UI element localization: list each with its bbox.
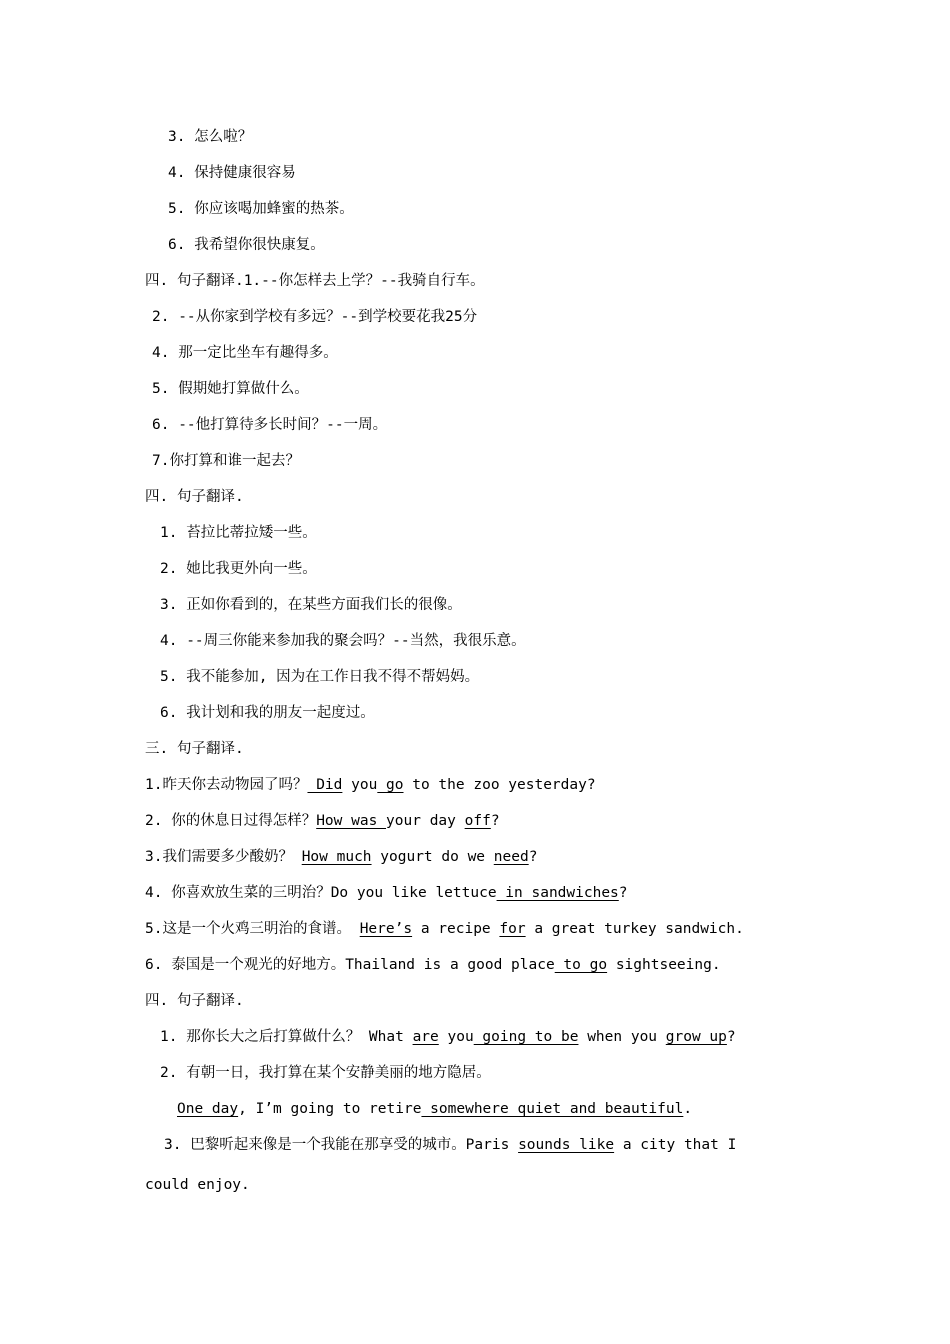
answer-blank: One day (177, 1101, 239, 1117)
translation-line: 2. 你的休息日过得怎样？How was your day off? (145, 813, 500, 829)
text-line: 4. 保持健康很容易 (168, 165, 296, 181)
answer-blank: grow up (665, 1029, 727, 1045)
text-line: 7.你打算和谁一起去？ (152, 453, 300, 469)
section-heading: 四. 句子翻译.1.--你怎样去上学？--我骑自行车。 (145, 273, 485, 289)
text-line: 2. 有朝一日，我打算在某个安静美丽的地方隐居。 (160, 1065, 491, 1081)
translation-line: 6. 泰国是一个观光的好地方。Thailand is a good place to go sightseeing. (145, 957, 721, 973)
text-line: 5. 你应该喝加蜂蜜的热茶。 (168, 201, 354, 217)
text-line: 4. 那一定比坐车有趣得多。 (152, 345, 338, 361)
section-heading: 四. 句子翻译. (145, 489, 244, 505)
answer-blank: somewhere quiet and beautiful (421, 1101, 684, 1117)
text-line: 5. 假期她打算做什么。 (152, 381, 309, 397)
answer-blank: need (493, 849, 529, 865)
translation-line: 3. 巴黎听起来像是一个我能在那享受的城市。Paris sounds like a city that I (164, 1137, 737, 1153)
text-line: 5. 我不能参加, 因为在工作日我不得不帮妈妈。 (160, 669, 480, 685)
text-line: 6. 我希望你很快康复。 (168, 237, 325, 253)
answer-blank: How was (316, 813, 387, 829)
answer-blank: to go (554, 957, 608, 973)
answer-blank: for (499, 921, 526, 937)
answer-blank: How much (301, 849, 372, 865)
answer-blank: go (377, 777, 404, 793)
translation-line: 5.这是一个火鸡三明治的食谱。 Here’s a recipe for a great turkey sandwich. (145, 921, 744, 937)
text-line: 6. --他打算待多长时间？--一周。 (152, 417, 388, 433)
text-line: 2. 她比我更外向一些。 (160, 561, 317, 577)
translation-line: 1. 那你长大之后打算做什么？ What are you going to be when you grow up? (160, 1029, 736, 1045)
answer-blank: Did (307, 777, 343, 793)
translation-line: 4. 你喜欢放生菜的三明治？Do you like lettuce in sandwiches? (145, 885, 628, 901)
text-line: could enjoy. (145, 1177, 250, 1193)
section-heading: 四. 句子翻译. (145, 993, 244, 1009)
section-heading: 三. 句子翻译. (145, 741, 244, 757)
text-line: 2. --从你家到学校有多远？--到学校要花我25分 (152, 309, 478, 325)
text-line: 6. 我计划和我的朋友一起度过。 (160, 705, 375, 721)
translation-line: 1.昨天你去动物园了吗？ Did you go to the zoo yesterday? (145, 777, 596, 793)
answer-blank: off (464, 813, 491, 829)
text-line: 4. --周三你能来参加我的聚会吗？--当然，我很乐意。 (160, 633, 526, 649)
text-line: 3. 正如你看到的，在某些方面我们长的很像。 (160, 597, 462, 613)
translation-line: 3.我们需要多少酸奶？ How much yogurt do we need? (145, 849, 538, 865)
text-line: 3. 怎么啦？ (168, 129, 253, 145)
text-line: 1. 苔拉比蒂拉矮一些。 (160, 525, 317, 541)
answer-blank: sounds like (518, 1137, 615, 1153)
answer-blank: are (412, 1029, 439, 1045)
answer-blank: in sandwiches (496, 885, 619, 901)
translation-line: One day, I’m going to retire somewhere quiet and beautiful. (177, 1101, 693, 1117)
answer-blank: going to be (473, 1029, 579, 1045)
answer-blank: Here’s (359, 921, 413, 937)
